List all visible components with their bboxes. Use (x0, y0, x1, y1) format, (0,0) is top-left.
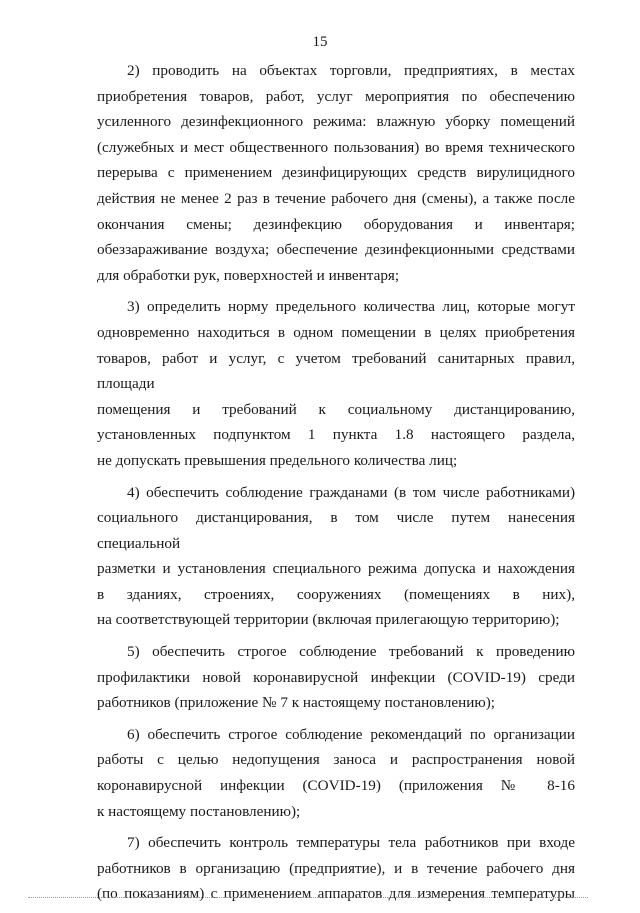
paragraph-item-2 (97, 58, 575, 288)
text-line: 2) проводить на объектах торговли, предприятиях, в местах (127, 62, 575, 79)
text-line: 7) обеспечить контроль температуры тела работников при входе (127, 834, 575, 852)
text-line: 6) обеспечить строгое соблюдение рекомендаций по организации (127, 725, 575, 743)
text-line: товаров, работ и услуг, с учетом требований санитарных правил, площади (97, 349, 575, 393)
text-line: работников (приложение № 7 к настоящему постановлению); (97, 694, 495, 712)
paragraph-item-6 (97, 722, 575, 824)
text-line: усиленного дезинфекционного режима: влажную уборку помещений (97, 113, 575, 131)
text-line: перерыва с применением дезинфицирующих средств вирулицидного (97, 164, 575, 182)
text-line: обеззараживание воздуха; обеспечение дезинфекционными средствами (97, 241, 575, 259)
text-line: коронавирусной инфекции (COVID-19) (приложения № 8-16 (97, 777, 575, 795)
text-line: социального дистанцирования, в том числе путем нанесения специальной (97, 509, 575, 552)
text-line: в зданиях, строениях, сооружениях (помещениях в них), (97, 585, 575, 603)
text-line: 5) обеспечить строгое соблюдение требований к проведению (127, 643, 575, 661)
text-line: работников в организацию (предприятие), и в течение рабочего дня (97, 859, 575, 877)
text-line: помещения и требований к социальному дистанцированию, (97, 400, 575, 418)
scan-edge-divider (28, 897, 588, 898)
text-line: на соответствующей территории (включая прилегающую территорию); (97, 611, 560, 629)
paragraph-item-3 (97, 294, 575, 473)
text-line: для обработки рук, поверхностей и инвентаря; (97, 266, 400, 284)
paragraph-item-4 (97, 480, 575, 634)
paragraph-item-7 (97, 830, 575, 907)
text-line: приобретения товаров, работ, услуг мероприятия по обеспечению (97, 87, 575, 105)
text-line: разметки и установления специального режима допуска и нахождения (97, 560, 575, 578)
text-line: одновременно находиться в одном помещении в целях приобретения (97, 323, 575, 341)
text-line: установленных подпунктом 1 пункта 1.8 настоящего раздела, (97, 426, 575, 444)
text-line: к настоящему постановлению); (97, 802, 301, 820)
document-body (97, 58, 575, 913)
paragraph-item-5 (97, 639, 575, 716)
text-line: 4) обеспечить соблюдение гражданами (в том числе работниками) (127, 483, 575, 501)
text-line: работы с целью недопущения заноса и распространения новой (97, 751, 575, 769)
text-line: 3) определить норму предельного количества лиц, которые могут (127, 298, 575, 316)
text-line: действия не менее 2 раз в течение рабочего дня (смены), а также после (97, 189, 575, 207)
page-number: 15 (312, 34, 328, 50)
text-line: не допускать превышения предельного количества лиц; (97, 451, 458, 469)
text-line: окончания смены; дезинфекцию оборудования и инвентаря; (97, 215, 575, 233)
text-line: (по показаниям) с применением аппаратов для измерения температуры (97, 885, 575, 903)
text-line: профилактики новой коронавирусной инфекции (COVID-19) среди (97, 668, 575, 686)
text-line: (служебных и мест общественного пользования) во время технического (97, 138, 575, 156)
